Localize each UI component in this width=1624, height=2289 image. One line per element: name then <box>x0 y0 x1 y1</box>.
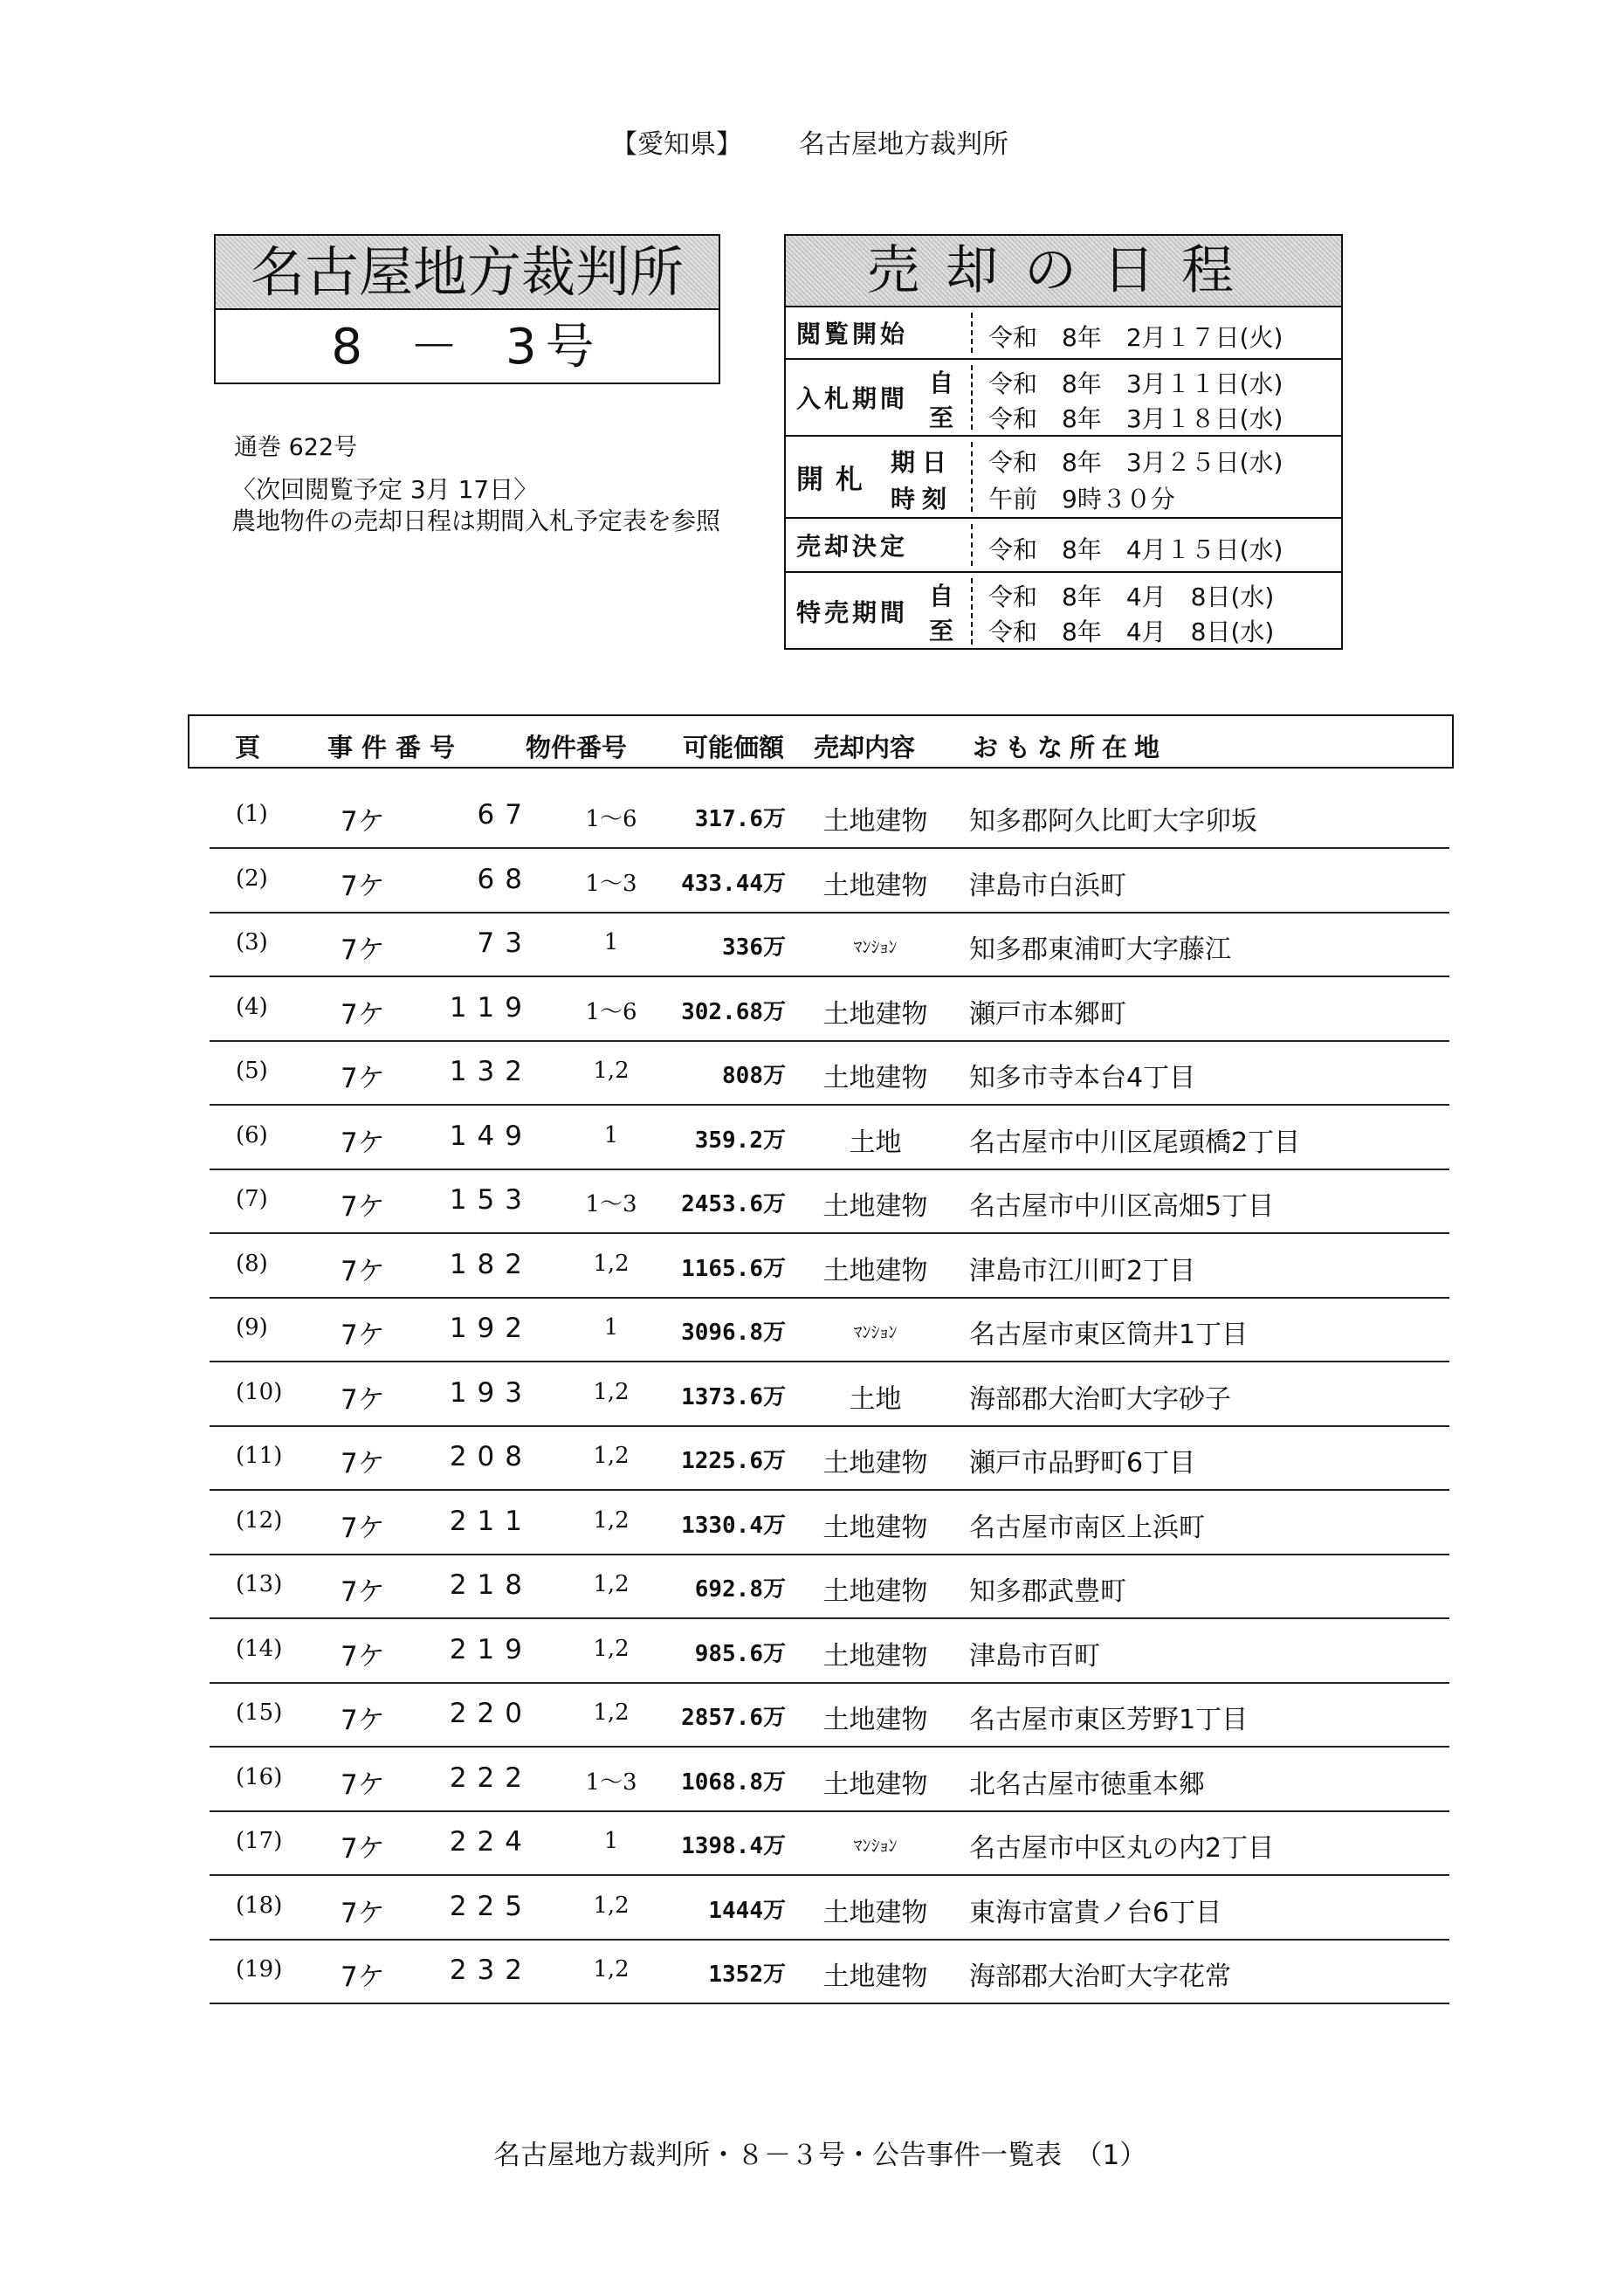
col-page: 頁 <box>235 733 261 762</box>
case-num: 232 <box>449 1955 533 1986</box>
table-row <box>210 1233 1449 1299</box>
prefecture-label: 【愛知県】 <box>611 129 742 160</box>
schedule-value: 令和 8年 3月１８日(水) <box>988 404 1283 433</box>
item-number: 1～3 <box>585 1191 637 1217</box>
table-row <box>210 1040 1449 1106</box>
item-number: 1 <box>603 929 619 955</box>
case-num: 192 <box>449 1313 533 1344</box>
address: 名古屋市東区芳野1丁目 <box>969 1705 1249 1735</box>
case-prefix: 7ケ <box>341 1512 385 1544</box>
price: 359.2万 <box>694 1127 786 1154</box>
schedule-row-viewing <box>786 307 1341 360</box>
next-viewing-note: 〈次回閲覧予定 3月 17日〉 <box>231 475 539 504</box>
schedule-value: 令和 8年 3月１１日(水) <box>988 369 1283 398</box>
table-row <box>210 1747 1449 1812</box>
row-number: (14) <box>236 1635 283 1662</box>
price: 1330.4万 <box>681 1512 786 1539</box>
table-row <box>210 1875 1449 1941</box>
case-prefix: 7ケ <box>341 1383 385 1416</box>
table-row <box>210 1297 1449 1362</box>
price: 2857.6万 <box>681 1705 786 1731</box>
sale-schedule-box <box>784 234 1343 650</box>
item-number: 1,2 <box>593 1443 630 1469</box>
address: 海部郡大治町大字花常 <box>969 1962 1231 1992</box>
item-number: 1,2 <box>593 1635 630 1662</box>
schedule-sub-label: 至 <box>928 403 953 432</box>
case-num: 68 <box>477 863 533 895</box>
price: 1165.6万 <box>681 1255 786 1282</box>
case-prefix: 7ケ <box>341 1576 385 1608</box>
sale-type: 土地建物 <box>822 1962 928 1992</box>
col-price: 可能価額 <box>683 733 785 762</box>
case-num: 225 <box>449 1890 533 1922</box>
row-number: (12) <box>236 1506 283 1534</box>
sale-type: 土地 <box>849 1127 902 1158</box>
case-num: 182 <box>449 1248 533 1280</box>
court-title: 名古屋地方裁判所 <box>216 236 719 310</box>
address: 海部郡大治町大字砂子 <box>969 1383 1231 1415</box>
case-prefix: 7ケ <box>341 998 385 1031</box>
case-num: 67 <box>477 799 533 831</box>
case-num: 208 <box>449 1441 533 1472</box>
address: 知多郡武豊町 <box>969 1576 1126 1607</box>
price: 302.68万 <box>681 998 786 1025</box>
item-number: 1～3 <box>585 1768 637 1796</box>
case-prefix: 7ケ <box>341 806 385 838</box>
case-prefix: 7ケ <box>341 1962 385 1993</box>
schedule-value: 令和 8年 4月 8日(水) <box>988 583 1275 611</box>
item-number: 1,2 <box>593 1058 630 1084</box>
case-num: 119 <box>449 991 533 1024</box>
schedule-label: 特売期間 <box>796 598 909 627</box>
schedule-label: 売却決定 <box>796 532 909 561</box>
address: 東海市富貴ノ台6丁目 <box>969 1897 1222 1928</box>
row-number: (9) <box>236 1314 268 1341</box>
volume-number: 通巻 622号 <box>234 434 358 461</box>
case-num: 153 <box>449 1184 533 1216</box>
case-prefix: 7ケ <box>341 870 385 902</box>
price: 317.6万 <box>694 806 786 832</box>
schedule-label: 閲覧開始 <box>796 320 909 348</box>
schedule-sub-label: 期日 <box>890 448 953 477</box>
case-num: 149 <box>449 1120 533 1152</box>
case-prefix: 7ケ <box>341 1320 385 1351</box>
table-row <box>210 1810 1449 1876</box>
table-row <box>210 1425 1449 1491</box>
case-num: 222 <box>449 1762 533 1794</box>
sale-type: 土地建物 <box>822 1191 928 1222</box>
issue-number <box>216 310 719 386</box>
case-prefix: 7ケ <box>341 1255 385 1287</box>
price: 1398.4万 <box>681 1833 786 1859</box>
case-num: 224 <box>449 1826 533 1858</box>
table-row <box>210 1105 1449 1170</box>
address: 名古屋市南区上浜町 <box>969 1512 1205 1543</box>
item-number: 1,2 <box>593 1700 630 1726</box>
price: 1068.8万 <box>681 1768 786 1796</box>
row-number: (2) <box>236 865 268 892</box>
case-prefix: 7ケ <box>341 1705 385 1736</box>
case-prefix: 7ケ <box>341 1768 385 1801</box>
item-number: 1～3 <box>585 870 637 897</box>
address: 名古屋市中川区尾頭橋2丁目 <box>969 1127 1301 1158</box>
title-box <box>214 234 720 384</box>
case-num: 219 <box>449 1633 533 1665</box>
schedule-value: 令和 8年 4月１５日(水) <box>988 535 1283 564</box>
item-number: 1～6 <box>585 998 637 1025</box>
schedule-row-special-sale <box>786 573 1341 650</box>
row-number: (1) <box>236 801 268 827</box>
case-num: 73 <box>477 927 533 959</box>
item-number: 1 <box>603 1314 619 1341</box>
price: 1373.6万 <box>681 1383 786 1410</box>
table-row <box>210 1362 1449 1427</box>
row-number: (10) <box>236 1378 283 1405</box>
table-row <box>210 912 1449 977</box>
row-number: (13) <box>236 1571 283 1597</box>
sale-type: 土地建物 <box>822 1897 928 1928</box>
address: 名古屋市中区丸の内2丁目 <box>969 1833 1275 1864</box>
case-prefix: 7ケ <box>341 1833 385 1865</box>
price: 3096.8万 <box>681 1320 786 1346</box>
price: 433.44万 <box>681 870 786 897</box>
sale-type: 土地建物 <box>822 1255 928 1286</box>
table-row <box>210 1618 1449 1684</box>
table-row <box>210 1682 1449 1748</box>
item-number: 1,2 <box>593 1892 630 1919</box>
row-number: (6) <box>236 1121 268 1148</box>
sale-type: 土地建物 <box>822 1063 928 1093</box>
case-prefix: 7ケ <box>341 1448 385 1479</box>
row-number: (17) <box>236 1828 283 1854</box>
address: 津島市百町 <box>969 1640 1100 1672</box>
schedule-label: 入札期間 <box>796 384 909 413</box>
page-footer: 名古屋地方裁判所・８－３号・公告事件一覧表 （1） <box>493 2140 1147 2171</box>
item-number: 1,2 <box>593 1506 630 1534</box>
row-number: (19) <box>236 1956 283 1982</box>
row-number: (5) <box>236 1058 268 1084</box>
price: 808万 <box>722 1063 786 1089</box>
address: 知多市寺本台4丁目 <box>969 1063 1196 1093</box>
price: 692.8万 <box>694 1576 786 1603</box>
case-prefix: 7ケ <box>341 1191 385 1223</box>
schedule-row-bidding <box>786 360 1341 437</box>
item-number: 1 <box>603 1828 619 1854</box>
sale-type: 土地建物 <box>822 1448 928 1479</box>
item-number: 1 <box>603 1121 619 1148</box>
row-number: (7) <box>236 1186 268 1212</box>
issue-part: 3号 <box>506 319 603 376</box>
col-sale-type: 売却内容 <box>814 733 916 762</box>
address: 瀬戸市本郷町 <box>969 998 1126 1030</box>
court-header: 名古屋地方裁判所 <box>799 129 1008 160</box>
sale-type: ﾏﾝｼｮﾝ <box>853 1835 898 1856</box>
schedule-value: 午前 9時３０分 <box>988 485 1175 514</box>
table-row <box>210 848 1449 914</box>
notes <box>231 474 720 537</box>
price: 1444万 <box>708 1897 786 1924</box>
case-prefix: 7ケ <box>341 1063 385 1094</box>
row-number: (8) <box>236 1250 268 1277</box>
address: 知多郡阿久比町大字卯坂 <box>969 806 1257 837</box>
sale-type: 土地建物 <box>822 1768 928 1800</box>
sale-type: 土地 <box>849 1383 902 1415</box>
table-row <box>210 1939 1449 2004</box>
case-num: 193 <box>449 1376 533 1409</box>
schedule-sub-label: 自 <box>928 582 953 610</box>
issue-part: 8 <box>331 319 371 376</box>
schedule-row-opening <box>786 437 1341 519</box>
case-num: 220 <box>449 1698 533 1729</box>
case-prefix: 7ケ <box>341 1640 385 1672</box>
sale-type: 土地建物 <box>822 1512 928 1543</box>
col-address: おもな所在地 <box>973 733 1167 762</box>
sale-type: ﾏﾝｼｮﾝ <box>853 1321 898 1342</box>
schedule-row-decision <box>786 519 1341 573</box>
schedule-value: 令和 8年 2月１７日(火) <box>988 323 1283 352</box>
case-prefix: 7ケ <box>341 934 385 966</box>
issue-part: － <box>409 319 467 376</box>
sale-type: 土地建物 <box>822 1576 928 1607</box>
price: 1352万 <box>708 1962 786 1988</box>
case-num: 211 <box>449 1505 533 1537</box>
item-number: 1,2 <box>593 1956 630 1982</box>
table-row <box>210 976 1449 1042</box>
sale-type: 土地建物 <box>822 870 928 901</box>
row-number: (3) <box>236 929 268 955</box>
row-number: (4) <box>236 993 268 1020</box>
address: 名古屋市東区筒井1丁目 <box>969 1320 1249 1350</box>
row-number: (18) <box>236 1892 283 1919</box>
schedule-title: 売却の日程 <box>786 236 1341 307</box>
schedule-value: 令和 8年 3月２５日(水) <box>988 448 1283 477</box>
table-row <box>210 1169 1449 1234</box>
case-num: 132 <box>449 1056 533 1087</box>
sale-type: ﾏﾝｼｮﾝ <box>853 936 898 957</box>
sale-type: 土地建物 <box>822 806 928 837</box>
schedule-sub-label: 自 <box>928 369 953 397</box>
table-row <box>210 1554 1449 1619</box>
address: 津島市白浜町 <box>969 870 1126 901</box>
address: 名古屋市中川区高畑5丁目 <box>969 1191 1275 1222</box>
farmland-note: 農地物件の売却日程は期間入札予定表を参照 <box>231 507 721 535</box>
table-row <box>210 1490 1449 1555</box>
col-case-number: 事件番号 <box>327 733 464 762</box>
schedule-sub-label: 時刻 <box>890 485 953 514</box>
col-item-number: 物件番号 <box>526 733 628 762</box>
table-row <box>210 783 1449 849</box>
item-number: 1,2 <box>593 1378 630 1405</box>
case-prefix: 7ケ <box>341 1127 385 1159</box>
address: 北名古屋市徳重本郷 <box>969 1768 1205 1800</box>
price: 985.6万 <box>694 1640 786 1667</box>
case-prefix: 7ケ <box>341 1897 385 1929</box>
price: 1225.6万 <box>681 1448 786 1474</box>
row-number: (11) <box>236 1443 283 1469</box>
item-number: 1,2 <box>593 1571 630 1597</box>
table-header <box>188 714 1454 769</box>
address: 知多郡東浦町大字藤江 <box>969 934 1231 965</box>
row-number: (15) <box>236 1700 283 1726</box>
row-number: (16) <box>236 1763 283 1790</box>
sale-type: 土地建物 <box>822 1640 928 1672</box>
address: 津島市江川町2丁目 <box>969 1255 1196 1286</box>
schedule-value: 令和 8年 4月 8日(水) <box>988 617 1275 646</box>
item-number: 1,2 <box>593 1250 630 1277</box>
sale-type: 土地建物 <box>822 1705 928 1735</box>
item-number: 1～6 <box>585 806 637 832</box>
price: 336万 <box>722 934 786 961</box>
schedule-sub-label: 至 <box>928 617 953 645</box>
address: 瀬戸市品野町6丁目 <box>969 1448 1196 1479</box>
case-num: 218 <box>449 1569 533 1601</box>
schedule-label: 開札 <box>796 464 875 496</box>
price: 2453.6万 <box>681 1191 786 1217</box>
sale-type: 土地建物 <box>822 998 928 1030</box>
